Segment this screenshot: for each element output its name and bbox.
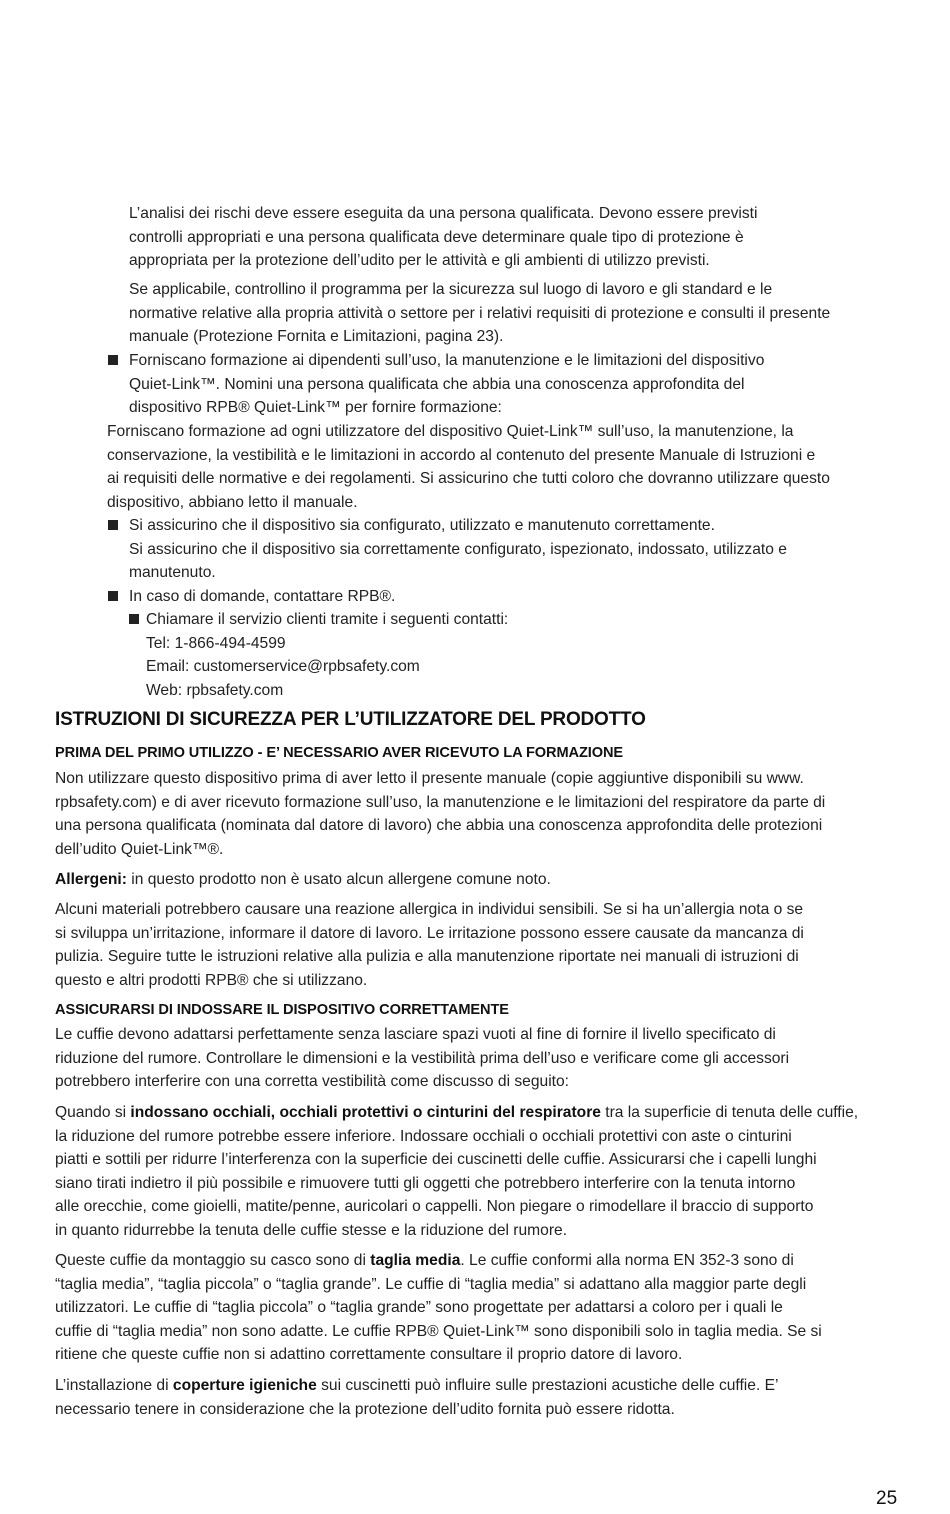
text-line: Quiet-Link™. Nomini una persona qualificata che abbia una conoscenza approfondita del [129,375,745,393]
text-line: riduzione del rumore. Controllare le dimensioni e la vestibilità prima dell’uso e verificare come gli accessori [55,1049,790,1067]
text-line: appropriata per la protezione dell’udito per le attività e gli ambienti di utilizzo previsti. [129,252,710,269]
website-address: Web: rpbsafety.com [146,681,284,699]
hygiene-covers-paragraph [55,1374,778,1421]
bullet-square-icon [108,520,118,530]
risk-analysis-paragraph [129,202,757,273]
text-line: siano tirati indietro il più possibile e rimuovere tutti gli oggetti che potrebbero interferire con la tenuta intorno [55,1174,796,1192]
text-line: conservazione, la vestibilità e le limitazioni in accordo al contenuto del presente Manuale di Istruzioni e [107,446,816,464]
emphasis-text: taglia media [370,1252,461,1269]
allergy-paragraph [55,898,804,992]
text-span: tra la superficie di tenuta delle cuffie, [600,1104,859,1121]
text-line: pulizia. Seguire tutte le istruzioni relative alla pulizia e alla manutenzione riportate nei manuali di istruzioni di [55,948,799,965]
allergen-statement [55,868,551,892]
glasses-paragraph [55,1101,858,1242]
text-span: sui cuscinetti può influire sulle prestazioni acustiche delle cuffie. E’ [316,1377,779,1394]
text-line: utilizzatori. Le cuffie di “taglia piccola” o “taglia grande” sono progettate per adattarsi a coloro per i quali le [55,1299,783,1316]
text-line: Alcuni materiali potrebbero causare una reazione allergica in individui sensibili. Se si ha un’allergia nota o se [55,901,804,918]
text-line: questo e altri prodotti RPB® che si utilizzano. [55,971,368,989]
text-line: dispositivo, abbiano letto il manuale. [107,493,358,511]
training-requirement-paragraph [55,767,825,861]
bullet-square-icon [108,591,118,601]
fit-paragraph [55,1023,789,1094]
emphasis-text: coperture igieniche [172,1377,317,1394]
bullet-square-icon [108,355,118,365]
contact-bullet [129,585,395,609]
bullet-square-icon [129,614,139,624]
training-heading: PRIMA DEL PRIMO UTILIZZO - E’ NECESSARIO AVER RICEVUTO LA FORMAZIONE [55,745,624,761]
training-bullet [129,349,764,420]
text-line: Se applicabile, controllino il programma per la sicurezza sul luogo di lavoro e gli standard e le [129,281,773,298]
text-line [55,1101,858,1125]
text-line [55,1249,822,1273]
text-line: ai requisiti delle normative e dei regolamenti. Si assicurino che tutti coloro che dovranno utilizzare questo [107,470,830,487]
text-line: manuale (Protezione Fornita e Limitazioni, pagina 23). [129,328,504,345]
text-span: . Le cuffie conformi alla norma EN 352-3 sono di [460,1252,794,1269]
text-line [55,1374,778,1398]
text-line: L’analisi dei rischi deve essere eseguita da una persona qualificata. Devono essere previsti [129,205,758,222]
text-span: Queste cuffie da montaggio su casco sono di [55,1252,371,1269]
text-line: potrebbero interferire con una corretta vestibilità come discusso di seguito: [55,1073,569,1090]
phone-number: Tel: 1-866-494-4599 [146,634,286,652]
text-line: necessario tenere in considerazione che la protezione dell’udito fornita può essere ridotta. [55,1400,675,1418]
text-span: L’installazione di [55,1377,173,1394]
text-line: in quanto ridurrebbe la tenuta delle cuffie stesse e la riduzione del rumore. [55,1221,568,1239]
email-address: Email: customerservice@rpbsafety.com [146,658,420,675]
text-line: la riduzione del rumore potrebbe essere inferiore. Indossare occhiali o occhiali protettivi con aste o cinturini [55,1127,792,1145]
section-title: ISTRUZIONI DI SICUREZZA PER L’UTILIZZATORE DEL PRODOTTO [55,709,646,730]
text-line: Forniscano formazione ai dipendenti sull’uso, la manutenzione e le limitazioni del dispositivo [129,352,765,369]
text-line: Chiamare il servizio clienti tramite i seguenti contatti: [146,611,509,628]
configuration-bullet [129,514,787,585]
page-number: 25 [876,1488,898,1509]
text-line: dell’udito Quiet-Link™®. [55,840,224,858]
size-paragraph [55,1249,822,1367]
allergen-text: in questo prodotto non è usato alcun allergene comune noto. [126,871,551,888]
text-line: una persona qualificata (nominata dal datore di lavoro) che abbia una conoscenza approfondita delle protezioni [55,817,823,834]
text-line: Non utilizzare questo dispositivo prima di aver letto il presente manuale (copie aggiuntive disponibili su www. [55,770,804,787]
emphasis-text: indossano occhiali, occhiali protettivi o cinturini del respiratore [130,1104,601,1121]
text-line: normative relative alla propria attività o settore per i relativi requisiti di protezione e consulti il presente [129,304,831,322]
text-line: piatti e sottili per ridurre l’interferenza con la superficie dei cuscinetti delle cuffie. Assicurarsi che i capelli lunghi [55,1151,817,1168]
standards-paragraph [129,278,830,349]
text-line: manutenuto. [129,564,216,581]
text-line: dispositivo RPB® Quiet-Link™ per fornire formazione: [129,399,502,416]
text-line: In caso di domande, contattare RPB®. [129,588,396,605]
text-line: Le cuffie devono adattarsi perfettamente senza lasciare spazi vuoti al fine di fornire il livello specificato di [55,1026,776,1043]
allergen-label: Allergeni: [55,871,127,888]
text-span: Quando si [55,1104,131,1121]
text-line: ritiene che queste cuffie non si adattino correttamente consultare il proprio datore di lavoro. [55,1346,683,1363]
text-line: Si assicurino che il dispositivo sia correttamente configurato, ispezionato, indossato, utilizzato e [129,540,787,558]
text-line: si sviluppa un’irritazione, informare il datore di lavoro. Le irritazione possono essere causate da mancanza di [55,924,804,942]
text-line: rpbsafety.com) e di aver ricevuto formazione sull’uso, la manutenzione e le limitazioni del respiratore da parte di [55,793,826,811]
text-line: controlli appropriati e una persona qualificata deve determinare quale tipo di protezione è [129,228,744,246]
text-line: Forniscano formazione ad ogni utilizzatore del dispositivo Quiet-Link™ sull’uso, la manutenzione, la [107,423,794,440]
contact-details [146,608,508,702]
wear-correctly-heading: ASSICURARSI DI INDOSSARE IL DISPOSITIVO CORRETTAMENTE [55,1002,509,1018]
text-line: Si assicurino che il dispositivo sia configurato, utilizzato e manutenuto correttamente. [129,517,715,534]
text-line: “taglia media”, “taglia piccola” o “taglia grande”. Le cuffie di “taglia media” si adattano alla maggior parte degli [55,1275,807,1293]
text-line: cuffie di “taglia media” non sono adatte. Le cuffie RPB® Quiet-Link™ sono disponibili solo in taglia media. Se si [55,1322,822,1340]
training-paragraph [107,420,830,514]
text-line: alle orecchie, come gioielli, matite/penne, auricolari o cappelli. Non piegare o rimodellare il braccio di supporto [55,1198,814,1215]
